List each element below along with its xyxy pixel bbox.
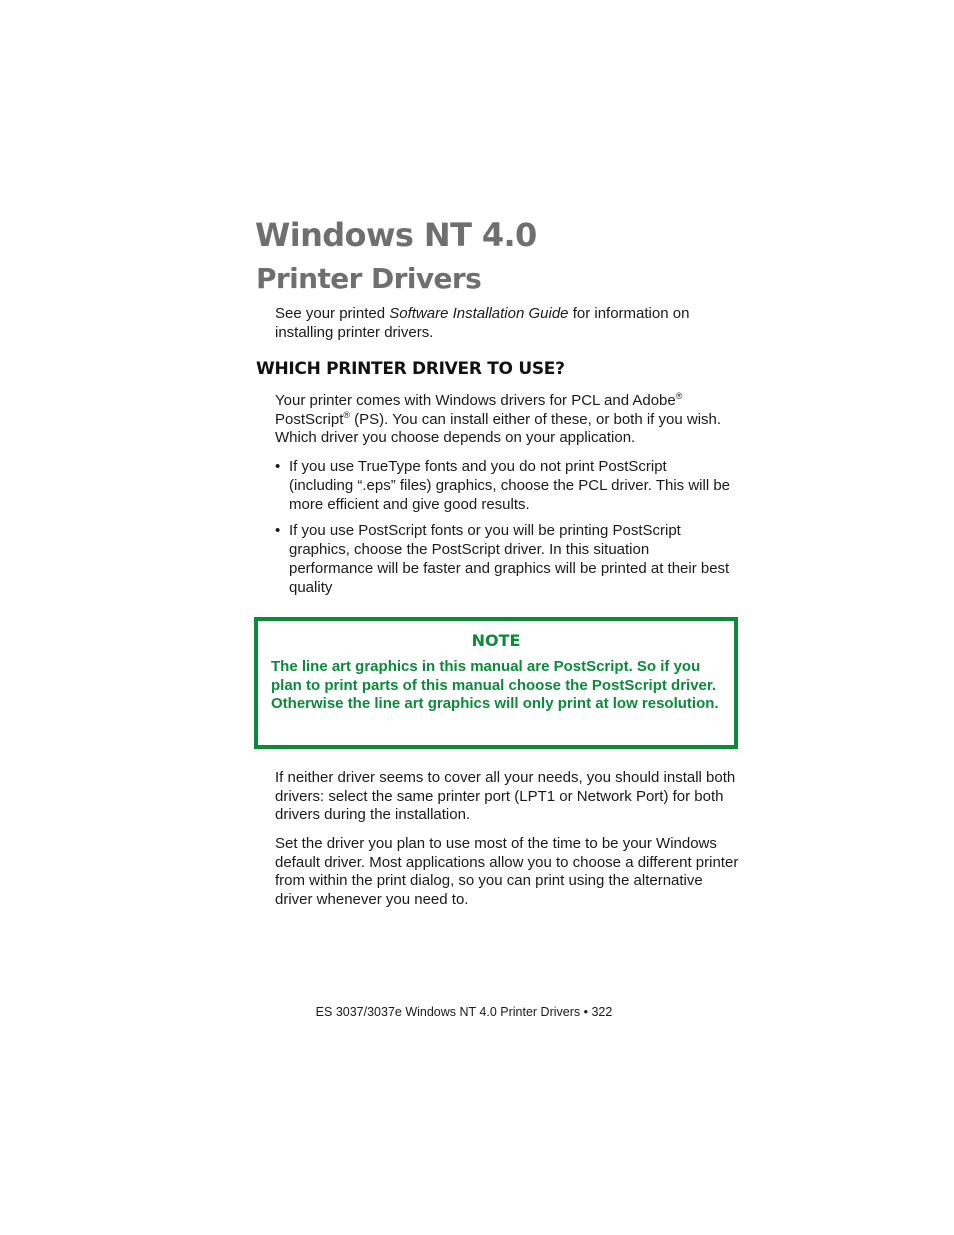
intro-paragraph (275, 305, 741, 342)
intro-text-after: for information on installing printer drivers. (275, 305, 690, 341)
page-subtitle: Printer Drivers (256, 262, 482, 295)
bullet-text: If you use TrueType fonts and you do not print PostScript (including “.eps” files) graphics, choose the PCL driver. This will be more efficient and give good results. (289, 458, 731, 513)
drivers-text-part3: (PS). You can install either of these, or both if you wish. Which driver you choose depends on your application. (275, 410, 722, 447)
registered-mark: ® (675, 391, 683, 401)
page-title: Windows NT 4.0 (255, 216, 537, 254)
section-heading: WHICH PRINTER DRIVER TO USE? (256, 359, 565, 379)
default-driver-paragraph: Set the driver you plan to use most of the time to be your Windows default driver. Most applications allow you to choose a different printer from within the print dialog, so you can print using the alternative driver whenever you need to. (275, 835, 739, 909)
note-text: The line art graphics in this manual are PostScript. So if you plan to print parts of this manual choose the PostScript driver. Otherwise the line art graphics will only print at low resolution. (271, 658, 719, 713)
intro-text-before: See your printed (275, 305, 390, 322)
registered-mark: ® (343, 409, 350, 420)
note-title: NOTE (471, 631, 521, 650)
bullet-text: If you use PostScript fonts or you will be printing PostScript graphics, choose the PostScript driver. In this situation performance will be faster and graphics will be printed at their best quality (289, 522, 730, 596)
page-footer: ES 3037/3037e Windows NT 4.0 Printer Drivers • 322 (315, 1005, 613, 1019)
bullet-list-postscript (275, 521, 735, 597)
drivers-text-part2: PostScript (275, 410, 344, 428)
list-item (275, 457, 735, 514)
drivers-text-part1: Your printer comes with Windows drivers for PCL and Adobe (275, 392, 676, 409)
bullet-marker: • (275, 458, 281, 475)
note-box (254, 617, 738, 749)
install-both-paragraph: If neither driver seems to cover all your needs, you should install both drivers: select the same printer port (LPT1 or Network Port) for both drivers during the installation. (275, 769, 736, 824)
list-item (275, 521, 735, 597)
software-installation-guide-title: Software Installation Guide (389, 305, 569, 322)
bullet-marker: • (275, 522, 281, 539)
bullet-list-pcl (275, 457, 735, 514)
drivers-paragraph (275, 392, 741, 448)
